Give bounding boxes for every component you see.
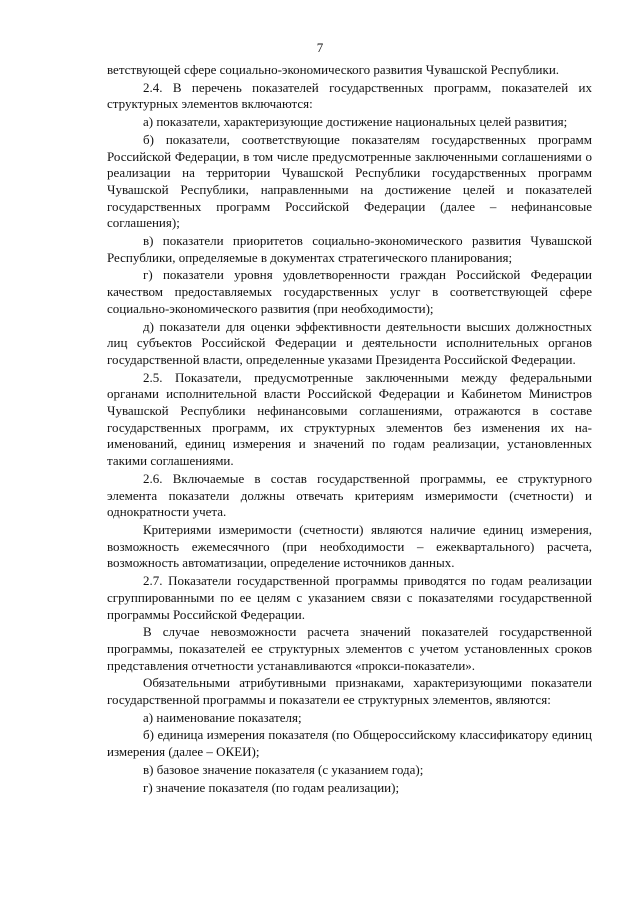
paragraph-2-4: 2.4. В перечень показателей государственных программ, показателей их структурных элементов включаются: (107, 79, 592, 112)
list-item-g: г) показатели уровня удовлетворенности граждан Российской Федерации качеством предоставляемых государственных услуг в соответствующей сфере социально-экономического развития (при необходимости); (107, 267, 592, 316)
page-number: 7 (316, 40, 324, 55)
paragraph-continuation: ветствующей сфере социально-экономического развития Чувашской Республики. (107, 62, 560, 77)
paragraph-2-5: 2.5. Показатели, предусмотренные заключенными между федеральными органами исполнительной власти Российской Федерации и Кабинетом Министров Чувашской Республики нефинансовыми соглашениями, отражаются в составе государственных программ, их структурных элементов без изменения их наименований, единиц измерения и значений по годам реализации, установленных такими соглашениями. (107, 369, 592, 469)
attribute-item-a: а) наименование показателя; (143, 709, 302, 725)
paragraph-proxy-indicators: В случае невозможности расчета значений показателей государственной программы, показателей ее структурных элементов с учетом установленных сроков представления отчетности устанавливаются «прокси-показатели». (107, 624, 592, 673)
paragraph-2-6: 2.6. Включаемые в состав государственной программы, ее структурного элемента показатели должны отвечать критериям измеримости (счетности) и однократности учета. (107, 470, 592, 520)
document-body (107, 62, 592, 797)
paragraph-attributes: Обязательными атрибутивными признаками, характеризующими показатели государственной программы и показатели ее структурных элементов, являются: (107, 675, 592, 708)
paragraph-2-7: 2.7. Показатели государственной программы приводятся по годам реализации сгруппированными по ее целям с указанием связи с показателями государственной программы Российской Федерации. (107, 573, 592, 622)
attribute-item-g: г) значение показателя (по годам реализации); (143, 779, 400, 795)
list-item-d: д) показатели для оценки эффективности деятельности высших должностных лиц субъектов Российской Федерации и деятельности исполнительных органов государственной власти, определенные указами Президента Российской Федерации. (107, 318, 592, 367)
list-item-b: б) показатели, соответствующие показателям государственных программ Российской Федерации, в том числе предусмотренные заключенными соглашениями о реализации на территории Чувашской Республики государственных программ Чувашской Республики, направленными на достижение целей и показателей государственных программ Российской Федерации (далее – нефинансовые соглашения); (107, 131, 592, 231)
paragraph-criteria: Критериями измеримости (счетности) являются наличие единиц измерения, возможность ежемесячного (при необходимости – ежеквартального) расчета, возможность автоматизации, определение источников данных. (107, 521, 592, 571)
attribute-item-b: б) единица измерения показателя (по Общероссийскому классификатору единиц измерения (далее – ОКЕИ); (107, 727, 592, 760)
list-item-a: а) показатели, характеризующие достижение национальных целей развития; (143, 114, 568, 130)
attribute-item-v: в) базовое значение показателя (с указанием года); (143, 761, 424, 777)
list-item-v: в) показатели приоритетов социально-экономического развития Чувашской Республики, определяемые в документах стратегического планирования; (107, 233, 592, 265)
